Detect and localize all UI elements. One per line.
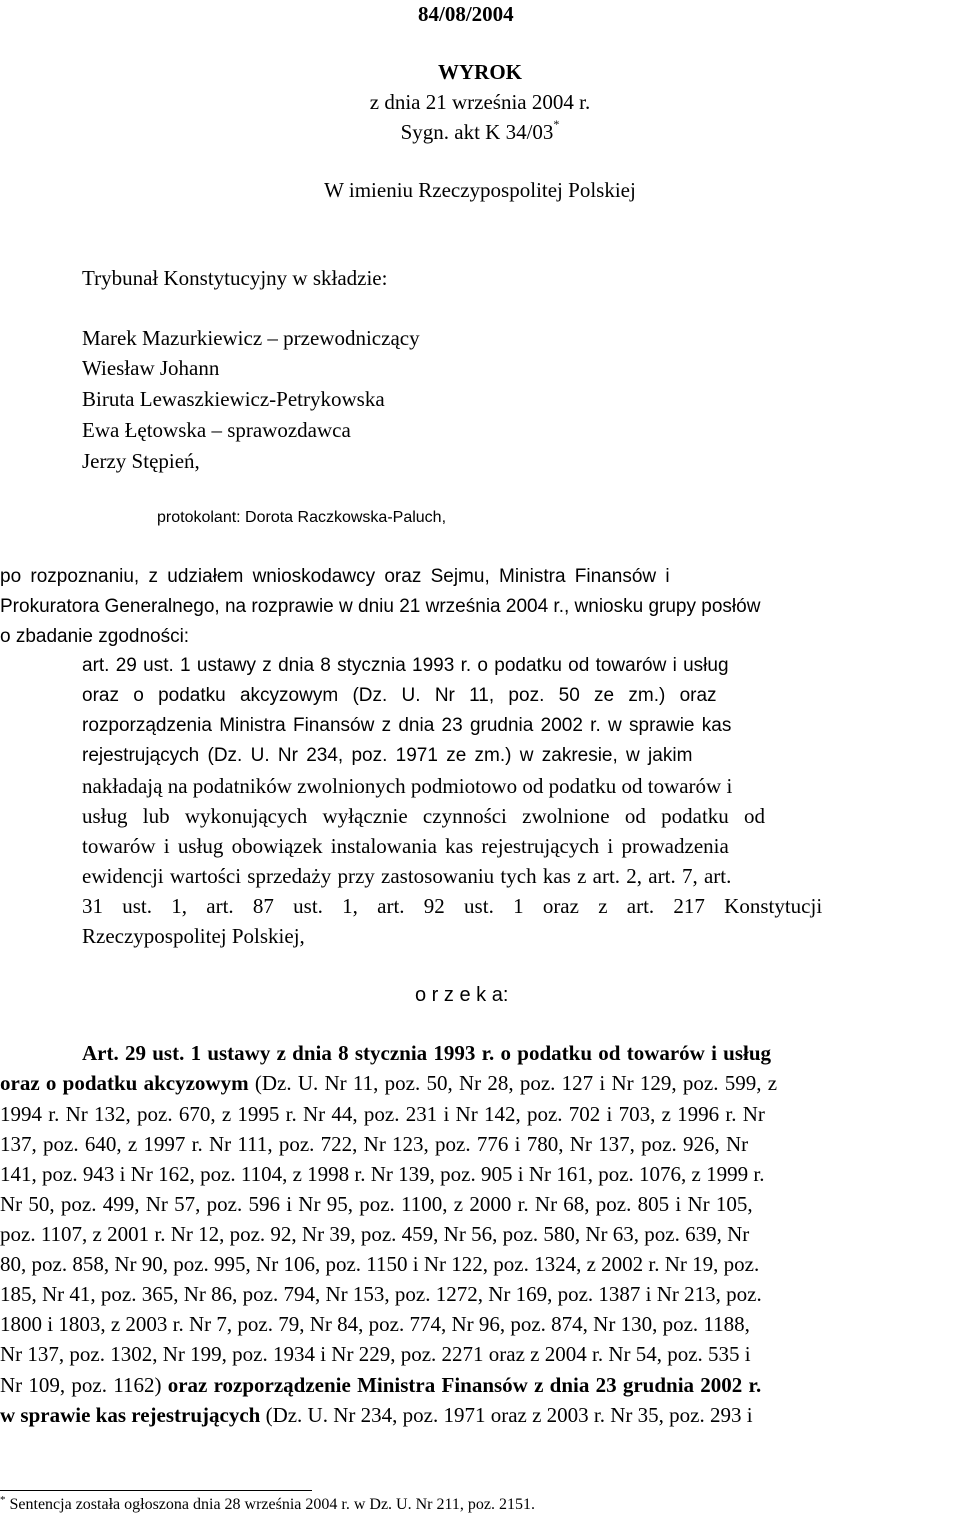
judgment-line: 1994 r. Nr 132, poz. 670, z 1995 r. Nr 44, poz. 231 i Nr 142, poz. 702 i 703, z 1996 r. Nr — [0, 1102, 765, 1126]
member: Wiesław Johann — [82, 356, 220, 380]
judgment-line — [0, 1405, 753, 1426]
scope-line: rozporządzenia Ministra Finansów z dnia 23 grudnia 2002 r. w sprawie kas — [82, 715, 732, 736]
judgment-line: Nr 137, poz. 1302, Nr 199, poz. 1934 i Nr 229, poz. 2271 oraz z 2004 r. Nr 54, poz. 535 i — [0, 1342, 751, 1366]
case-reference — [0, 117, 960, 144]
proceedings-intro-line: o zbadanie zgodności: — [0, 626, 190, 647]
judgment-bold-part: w sprawie kas rejestrujących — [0, 1403, 261, 1427]
scope-line: usług lub wykonujących wyłącznie czynności zwolnione od podatku od — [82, 804, 766, 828]
scope-line: oraz o podatku akcyzowym (Dz. U. Nr 11, poz. 50 ze zm.) oraz — [82, 685, 717, 706]
composition-heading: Trybunał Konstytucyjny w składzie: — [82, 266, 388, 290]
member: Jerzy Stępień, — [82, 449, 200, 473]
scope-line: ewidencji wartości sprzedaży przy zastosowaniu tych kas z art. 2, art. 7, art. — [82, 864, 732, 888]
scope-line: 31 ust. 1, art. 87 ust. 1, art. 92 ust. 1 oraz z art. 217 Konstytucji — [82, 894, 823, 918]
judgment-line: Art. 29 ust. 1 ustawy z dnia 8 stycznia 1993 r. o podatku od towarów i usług — [82, 1041, 772, 1065]
footnote-text: Sentencja została ogłoszona dnia 28 września 2004 r. w Dz. U. Nr 211, poz. 2151. — [9, 1496, 535, 1513]
document-number: 84/08/2004 — [418, 2, 514, 26]
footnote-separator — [0, 1490, 312, 1491]
judgment-plain-part: Nr 109, poz. 1162) — [0, 1373, 162, 1397]
judgment-line: poz. 1107, z 2001 r. Nr 12, poz. 92, Nr 39, poz. 459, Nr 56, poz. 580, Nr 63, poz. 639, Nr — [0, 1222, 750, 1246]
judgment-line — [0, 1375, 761, 1396]
member: Biruta Lewaszkiewicz-Petrykowska — [82, 387, 385, 411]
judgment-line — [0, 1073, 777, 1094]
proceedings-intro-line: Prokuratora Generalnego, na rozprawie w dniu 21 września 2004 r., wniosku grupy posłów — [0, 596, 761, 617]
judgment-plain-part: (Dz. U. Nr 234, poz. 1971 oraz z 2003 r. Nr 35, poz. 293 i — [260, 1403, 753, 1427]
footnote-marker: * — [553, 117, 560, 131]
judgment-line: 137, poz. 640, z 1997 r. Nr 111, poz. 722, Nr 123, poz. 776 i 780, Nr 137, poz. 926, Nr — [0, 1132, 749, 1156]
member-chair: Marek Mazurkiewicz – przewodniczący — [82, 326, 420, 350]
judgment-line: 185, Nr 41, poz. 365, Nr 86, poz. 794, Nr 153, poz. 1272, Nr 169, poz. 1387 i Nr 213, poz. — [0, 1282, 762, 1306]
scope-line: nakładają na podatników zwolnionych podmiotowo od podatku od towarów i — [82, 774, 733, 798]
member-rapporteur: Ewa Łętowska – sprawozdawca — [82, 418, 351, 442]
scope-line: Rzeczypospolitej Polskiej, — [82, 924, 305, 948]
scope-line: towarów i usług obowiązek instalowania kas rejestrujących i prowadzenia — [82, 834, 729, 858]
judgment-bold-part: oraz rozporządzenie Ministra Finansów z dnia 23 grudnia 2002 r. — [161, 1373, 762, 1397]
judgment-title: WYROK — [438, 60, 522, 84]
judgment-plain-part: (Dz. U. Nr 11, poz. 50, Nr 28, poz. 127 i Nr 129, poz. 599, z — [248, 1071, 778, 1095]
footnote — [0, 1494, 535, 1513]
proceedings-intro-line — [0, 567, 952, 586]
ruling-heading: o r z e k a: — [415, 984, 509, 1006]
judgment-line: 80, poz. 858, Nr 90, poz. 995, Nr 106, poz. 1150 i Nr 122, poz. 1324, z 2002 r. Nr 19, poz. — [0, 1252, 760, 1276]
scope-line: rejestrujących (Dz. U. Nr 234, poz. 1971 ze zm.) w zakresie, w jakim — [82, 745, 693, 766]
judgment-date: z dnia 21 września 2004 r. — [369, 90, 591, 114]
judgment-line: 141, poz. 943 i Nr 162, poz. 1104, z 1998 r. Nr 139, poz. 905 i Nr 161, poz. 1076, z 1999 r. — [0, 1162, 765, 1186]
judgment-bold-part: oraz o podatku akcyzowym — [0, 1071, 249, 1095]
justified-row: po rozpoznaniu, z udziałem wnioskodawcy oraz Sejmu, Ministra Finansów i — [0, 566, 670, 587]
judgment-line: 1800 i 1803, z 2003 r. Nr 7, poz. 79, Nr 84, poz. 774, Nr 96, poz. 874, Nr 130, poz. 1188, — [0, 1312, 750, 1336]
in-the-name-heading: W imieniu Rzeczypospolitej Polskiej — [324, 178, 636, 202]
case-reference-text: Sygn. akt K 34/03 — [400, 120, 554, 144]
clerk: protokolant: Dorota Raczkowska-Paluch, — [157, 509, 447, 526]
footnote-marker: * — [0, 1494, 6, 1506]
scope-line: art. 29 ust. 1 ustawy z dnia 8 stycznia 1993 r. o podatku od towarów i usług — [82, 655, 729, 676]
judgment-line: Nr 50, poz. 499, Nr 57, poz. 596 i Nr 95, poz. 1100, z 2000 r. Nr 68, poz. 805 i Nr 105, — [0, 1192, 753, 1216]
